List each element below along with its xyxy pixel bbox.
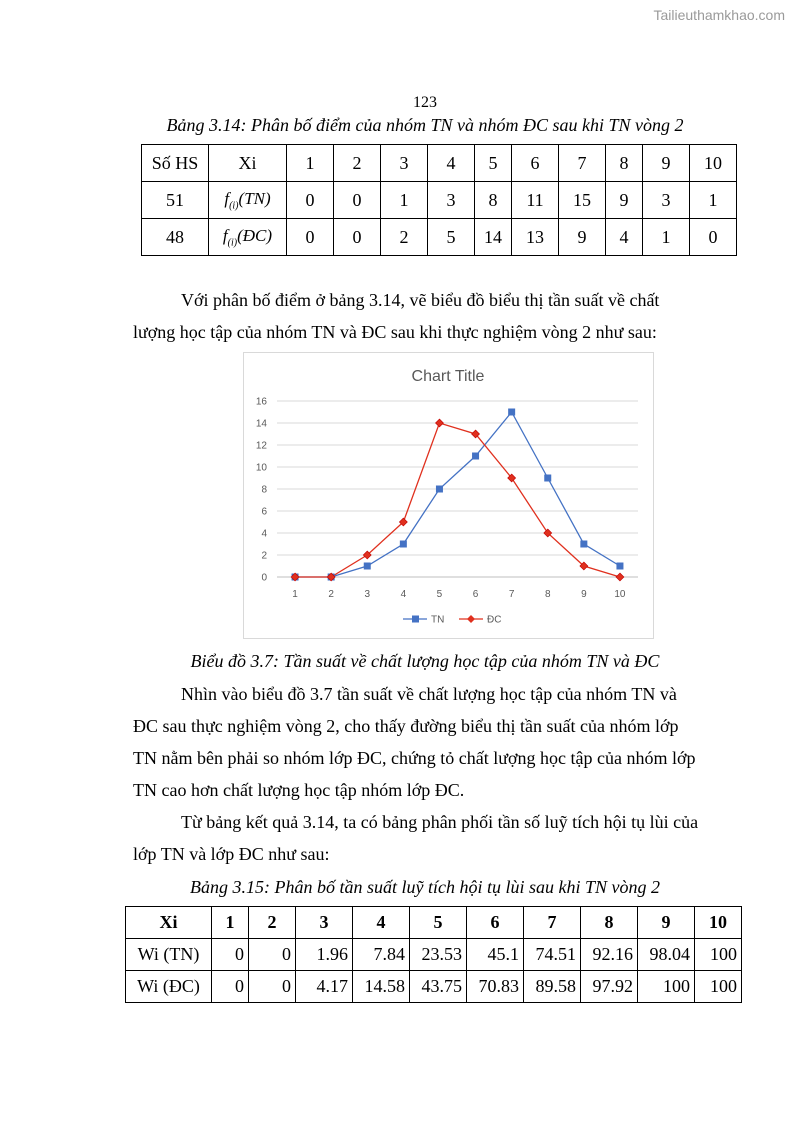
- table-cell: 0: [287, 219, 334, 256]
- paragraph-line: lượng học tập của nhóm TN và ĐC sau khi thực nghiệm vòng 2 như sau:: [133, 322, 657, 342]
- paragraph-line: Từ bảng kết quả 3.14, ta có bảng phân phối tần số luỹ tích hội tụ lùi của: [181, 812, 699, 832]
- y-tick-label: 14: [255, 418, 267, 430]
- header-cell: 7: [559, 145, 606, 182]
- table-row: [142, 182, 737, 219]
- x-tick-label: 1: [292, 589, 298, 600]
- table-row: [126, 939, 742, 971]
- table-cell: 3: [428, 182, 475, 219]
- table-cell: 9: [559, 219, 606, 256]
- y-tick-label: 2: [261, 550, 267, 562]
- table-cell: 1.96: [296, 939, 353, 971]
- table-cell: 100: [695, 971, 742, 1003]
- table-cell: 11: [512, 182, 559, 219]
- header-cell: 8: [606, 145, 643, 182]
- y-tick-label: 0: [261, 572, 267, 584]
- paragraph-intro: [133, 284, 718, 348]
- row-label: Wi (TN): [126, 939, 212, 971]
- table-cell: 98.04: [638, 939, 695, 971]
- y-tick-label: 16: [255, 396, 267, 408]
- table1-caption: Bảng 3.14: Phân bố điểm của nhóm TN và nhóm ĐC sau khi TN vòng 2: [166, 115, 684, 135]
- table-cell: 70.83: [467, 971, 524, 1003]
- table-cell: 7.84: [353, 939, 410, 971]
- data-point-TN: [436, 486, 443, 493]
- data-point-TN: [616, 563, 623, 570]
- data-point-TN: [400, 541, 407, 548]
- student-count: 51: [142, 182, 209, 219]
- paragraph-analysis: [133, 678, 718, 870]
- table-cell: 3: [643, 182, 690, 219]
- header-cell: Số HS: [142, 145, 209, 182]
- paragraph-line: Nhìn vào biểu đồ 3.7 tần suất về chất lượng học tập của nhóm TN và: [181, 684, 677, 704]
- table-cell: 0: [690, 219, 737, 256]
- table-cell: 100: [695, 939, 742, 971]
- y-tick-label: 10: [255, 462, 267, 474]
- table-cell: 100: [638, 971, 695, 1003]
- header-cell: 10: [695, 907, 742, 939]
- table-cumulative-frequency: [125, 906, 742, 1003]
- paragraph-line: ĐC sau thực nghiệm vòng 2, cho thấy đường biểu thị tần suất của nhóm lớp: [133, 716, 679, 736]
- x-tick-label: 10: [614, 589, 626, 600]
- header-cell: Xi: [209, 145, 287, 182]
- table-cell: 97.92: [581, 971, 638, 1003]
- legend-marker-TN: [412, 616, 419, 623]
- table-cell: 1: [690, 182, 737, 219]
- header-cell: 6: [467, 907, 524, 939]
- table-cell: 0: [334, 219, 381, 256]
- header-cell: 2: [334, 145, 381, 182]
- data-point-TN: [472, 453, 479, 460]
- header-cell: 8: [581, 907, 638, 939]
- chart-caption: Biểu đồ 3.7: Tần suất về chất lượng học tập của nhóm TN và ĐC: [190, 651, 660, 671]
- table-cell: 23.53: [410, 939, 467, 971]
- x-tick-label: 2: [328, 589, 334, 600]
- table-cell: 1: [643, 219, 690, 256]
- paragraph-line: TN cao hơn chất lượng học tập nhóm lớp ĐC.: [133, 780, 465, 800]
- header-cell: 4: [428, 145, 475, 182]
- header-cell: 1: [287, 145, 334, 182]
- table-row: [126, 971, 742, 1003]
- table-cell: 74.51: [524, 939, 581, 971]
- table-cell: 15: [559, 182, 606, 219]
- x-tick-label: 4: [400, 589, 407, 600]
- table-cell: 0: [212, 971, 249, 1003]
- table-cell: 45.1: [467, 939, 524, 971]
- table-cell: 0: [287, 182, 334, 219]
- table-cell: 0: [212, 939, 249, 971]
- legend-label: TN: [431, 614, 445, 626]
- header-cell: 3: [296, 907, 353, 939]
- frequency-label: $f_{(i)}(TN)$: [209, 182, 287, 219]
- chart-frame: [244, 353, 654, 639]
- table-cell: 4: [606, 219, 643, 256]
- legend-label: ĐC: [487, 614, 502, 626]
- header-cell: 3: [381, 145, 428, 182]
- x-tick-label: 6: [472, 589, 479, 600]
- table-score-distribution: [141, 144, 737, 256]
- table-cell: 0: [249, 939, 296, 971]
- header-cell: 9: [643, 145, 690, 182]
- x-tick-label: 3: [364, 589, 371, 600]
- y-tick-label: 8: [261, 484, 267, 496]
- data-point-TN: [364, 563, 371, 570]
- y-tick-label: 4: [261, 528, 267, 540]
- y-tick-label: 12: [255, 440, 267, 452]
- paragraph-line: Với phân bố điểm ở bảng 3.14, vẽ biểu đồ biểu thị tần suất về chất: [181, 290, 660, 310]
- x-tick-label: 9: [581, 589, 587, 600]
- header-cell: 5: [475, 145, 512, 182]
- header-cell: 6: [512, 145, 559, 182]
- header-cell: 2: [249, 907, 296, 939]
- y-tick-label: 6: [261, 506, 267, 518]
- table2-caption: Bảng 3.15: Phân bố tần suất luỹ tích hội tụ lùi sau khi TN vòng 2: [190, 877, 660, 897]
- table-row: [142, 219, 737, 256]
- header-cell: 9: [638, 907, 695, 939]
- table-cell: 0: [334, 182, 381, 219]
- data-point-TN: [544, 475, 551, 482]
- table-cell: 92.16: [581, 939, 638, 971]
- table-cell: 5: [428, 219, 475, 256]
- frequency-label: $f_{(i)}(ĐC)$: [209, 219, 287, 256]
- row-label: Wi (ĐC): [126, 971, 212, 1003]
- table-cell: 9: [606, 182, 643, 219]
- header-cell: Xi: [126, 907, 212, 939]
- table-cell: 14.58: [353, 971, 410, 1003]
- header-cell: 7: [524, 907, 581, 939]
- header-cell: 1: [212, 907, 249, 939]
- table-header-row: [142, 145, 737, 182]
- paragraph-line: lớp TN và lớp ĐC như sau:: [133, 844, 330, 864]
- table-cell: 4.17: [296, 971, 353, 1003]
- table-cell: 43.75: [410, 971, 467, 1003]
- header-cell: 5: [410, 907, 467, 939]
- x-tick-label: 8: [544, 589, 551, 600]
- header-cell: 4: [353, 907, 410, 939]
- table-header-row: [126, 907, 742, 939]
- page-number: 123: [413, 94, 437, 111]
- student-count: 48: [142, 219, 209, 256]
- x-tick-label: 5: [436, 589, 443, 600]
- table-cell: 8: [475, 182, 512, 219]
- table-cell: 14: [475, 219, 512, 256]
- header-cell: 10: [690, 145, 737, 182]
- chart-title: Chart Title: [411, 368, 485, 385]
- paragraph-line: TN nằm bên phải so nhóm lớp ĐC, chứng tỏ chất lượng học tập của nhóm lớp: [133, 748, 696, 768]
- table-cell: 1: [381, 182, 428, 219]
- data-point-TN: [580, 541, 587, 548]
- table-cell: 2: [381, 219, 428, 256]
- table-cell: 89.58: [524, 971, 581, 1003]
- data-point-TN: [508, 409, 515, 416]
- table-cell: 13: [512, 219, 559, 256]
- watermark: Tailieuthamkhao.com: [653, 7, 785, 23]
- frequency-line-chart: [243, 352, 654, 639]
- x-tick-label: 7: [508, 589, 515, 600]
- table-cell: 0: [249, 971, 296, 1003]
